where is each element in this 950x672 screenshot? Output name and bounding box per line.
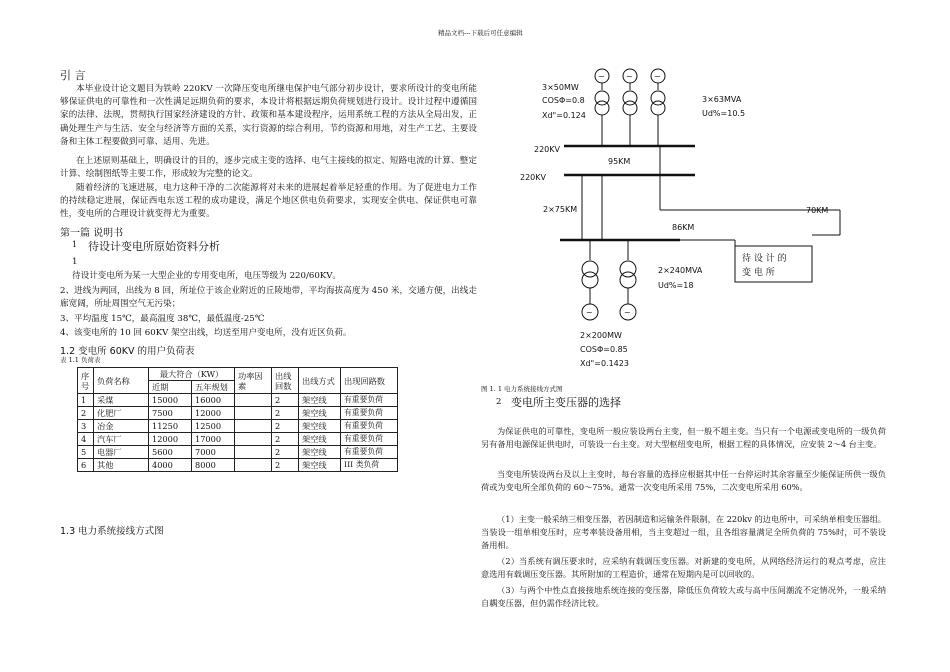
header-no: 序号 xyxy=(78,368,94,394)
table-cell-type: 有重要负荷 xyxy=(341,446,398,459)
table-cell-near: 5600 xyxy=(149,446,192,459)
header-type: 出现回路数 xyxy=(341,368,398,394)
sub-number: 1 xyxy=(72,257,78,267)
substation-label-2: 变 电 所 xyxy=(742,268,775,278)
section-1-3-title: 1.3 电力系统接线方式图 xyxy=(60,526,164,537)
table-cell-pf xyxy=(235,459,272,472)
table-cell-five: 17000 xyxy=(192,433,235,446)
table-cell-method: 架空线 xyxy=(299,420,341,433)
intro-paragraph-1: 本毕业设计论文题目为铁岭 220KV 一次降压变电所继电保护电气部分初步设计，要求所设计的变电所能够保证供电的可靠性和一次性满足远期负荷的要求，本设计将根据远期负荷规划进行设计。设计过程中遵循国家的法律、法规，贯彻执行国家经济建设的方针、政策和基本建设程序，运用系统工程的方法从全局出发，正确处理生产与生活、安全与经济等方面的关系，实行资源的综合利用，节约资源和用地，对生产工艺、主要设备和主体工程要做到可靠、适用、先进。 xyxy=(60,84,477,147)
table-cell-no: 5 xyxy=(78,446,94,459)
table-cell-pf xyxy=(235,394,272,407)
table-cell-no: 2 xyxy=(78,407,94,420)
table-cell-method: 架空线 xyxy=(299,446,341,459)
table-cell-type: 有重要负荷 xyxy=(341,394,398,407)
header-near: 近期 xyxy=(149,381,192,394)
label-tx-top-ud: Ud%=10.5 xyxy=(702,109,746,118)
table-cell-name: 冶金 xyxy=(94,420,149,433)
header-method: 出线方式 xyxy=(299,368,341,394)
table-cell-method: 架空线 xyxy=(299,433,341,446)
list-item-2: 2、进线为两回，出线为 8 回，所址位于该企业附近的丘陵地带，平均海拔高度为 450 米，交通方便，出线走廊宽阔，所址周围空气无污染； xyxy=(60,286,477,310)
label-gen-bottom: 2×200MW xyxy=(580,331,622,340)
table-caption: 表 1.1 负荷表 xyxy=(60,356,101,364)
label-line-95: 95KM xyxy=(608,157,631,166)
table-cell-near: 11250 xyxy=(149,420,192,433)
table-cell-loops: 2 xyxy=(272,407,299,420)
table-cell-method: 架空线 xyxy=(299,394,341,407)
label-gen-bottom-cos: COSΦ=0.85 xyxy=(580,345,628,354)
table-cell-loops: 2 xyxy=(272,433,299,446)
diagram-caption: 图 1. 1 电力系统接线方式图 xyxy=(481,385,563,393)
list-item-3: 3、平均温度 15℃，最高温度 38℃，最低温度-25℃ xyxy=(60,314,265,324)
table-cell-near: 7500 xyxy=(149,407,192,420)
label-bus-b: 220KV xyxy=(520,173,546,182)
header-power-factor: 功率因素 xyxy=(235,368,272,394)
table-row xyxy=(78,407,398,420)
chapter-2-paragraph-1: 为保证供电的可靠性，变电所一般应装设两台主变，但一般不超主变。当只有一个电源或变电所的一级负荷另有备用电源保证供电时，可装设一台主变。对大型枢纽变电所，根据工程的具体情况，应安装 2～4 台主变。 xyxy=(481,426,886,449)
table-cell-type: 有重要负荷 xyxy=(341,433,398,446)
label-tx-top: 3×63MVA xyxy=(702,95,742,104)
table-row xyxy=(78,394,398,407)
chapter-2-paragraph-4: （2）当系统有调压要求时，应采纳有载调压变压器。对新建的变电所，从网络经济运行的观点考虑，应注意选用有载调压变压器。其所附加的工程造价，通常在短期内是可以回收的。 xyxy=(481,556,886,579)
table-row xyxy=(78,459,398,472)
label-gen-top-cos: COSΦ=0.8 xyxy=(542,96,585,105)
load-table xyxy=(77,367,398,472)
table-cell-method: 架空线 xyxy=(299,407,341,420)
table-cell-type: III 类负荷 xyxy=(341,459,398,472)
chapter-2-paragraph-5: （3）与两个中性点直接接地系统连接的变压器，除低压负荷较大或与高中压间潮流不定情况外，一般采纳自耦变压器，但仍需作经济比较。 xyxy=(481,585,886,608)
table-cell-pf xyxy=(235,420,272,433)
chapter-2-number: 2 xyxy=(496,397,502,407)
intro-paragraph-3: 随着经济的飞速进展，电力这种干净的二次能源将对未来的进展起着举足轻重的作用。为了促进电力工作的持续稳定进展，保证西电东送工程的成功建设，满足个地区供电负荷要求，实现安全供电、保证供电可靠性，变电所的合理设计就变得尤为重要。 xyxy=(60,183,477,220)
power-system-diagram xyxy=(490,60,850,380)
table-cell-pf xyxy=(235,446,272,459)
table-cell-method: 架空线 xyxy=(299,459,341,472)
chapter-number: 1 xyxy=(72,240,78,249)
table-cell-name: 采煤 xyxy=(94,394,149,407)
table-row xyxy=(78,446,398,459)
list-item-4: 4、该变电所的 10 回 60KV 架空出线，均送至用户变电所，没有近区负荷。 xyxy=(60,328,352,338)
generator-glyph: ~ xyxy=(586,308,593,317)
generator-glyph: ~ xyxy=(626,72,633,81)
header-loops: 出线回数 xyxy=(272,368,299,394)
intro-paragraph-2: 在上述原则基础上，明确设计的目的，逐步完成主变的选择、电气主接线的拟定、短路电流的计算、整定计算、绘制图纸等主要工作，形成较为完整的论文。 xyxy=(60,156,477,180)
table-cell-name: 汽车厂 xyxy=(94,433,149,446)
table-cell-five: 12000 xyxy=(192,407,235,420)
intro-title: 引 言 xyxy=(60,69,86,82)
part-heading: 第一篇 说明书 xyxy=(60,228,124,239)
table-cell-loops: 2 xyxy=(272,420,299,433)
table-row xyxy=(78,433,398,446)
label-gen-bottom-xd: Xd"=0.1423 xyxy=(580,359,629,368)
label-gen-top-xd: Xd"=0.124 xyxy=(542,111,586,120)
generator-glyph: ~ xyxy=(624,308,631,317)
table-cell-near: 15000 xyxy=(149,394,192,407)
table-cell-near: 12000 xyxy=(149,433,192,446)
label-tx-bottom-ud: Ud%=18 xyxy=(658,281,694,290)
generator-glyph: ~ xyxy=(654,72,661,81)
label-bus-a: 220KV xyxy=(534,145,560,154)
table-cell-five: 7000 xyxy=(192,446,235,459)
substation-label-1: 待 设 计 的 xyxy=(742,254,787,264)
chapter-title: 待设计变电所原始资料分析 xyxy=(88,240,220,253)
table-cell-no: 3 xyxy=(78,420,94,433)
page-header: 精品文档---下载后可任意编辑 xyxy=(438,29,523,37)
table-row xyxy=(78,420,398,433)
section-1-2-title: 1.2 变电所 60KV 的用户负荷表 xyxy=(60,346,195,357)
table-cell-five: 8000 xyxy=(192,459,235,472)
header-max-load: 最大符合（KW） xyxy=(149,368,235,381)
header-five-year: 五年规划 xyxy=(192,381,235,394)
table-cell-loops: 2 xyxy=(272,459,299,472)
table-cell-pf xyxy=(235,407,272,420)
generator-glyph: ~ xyxy=(598,72,605,81)
table-cell-five: 16000 xyxy=(192,394,235,407)
table-cell-loops: 2 xyxy=(272,446,299,459)
label-left-lines: 2×75KM xyxy=(543,205,578,214)
table-cell-five: 12500 xyxy=(192,420,235,433)
table-cell-no: 6 xyxy=(78,459,94,472)
list-item-1: 待设计变电所为某一大型企业的专用变电所，电压等级为 220/60KV。 xyxy=(72,271,342,281)
table-cell-loops: 2 xyxy=(272,394,299,407)
header-name: 负荷名称 xyxy=(94,368,149,394)
label-line-86: 86KM xyxy=(672,223,695,232)
table-cell-name: 其他 xyxy=(94,459,149,472)
table-cell-type: 有重要负荷 xyxy=(341,420,398,433)
table-cell-name: 化肥厂 xyxy=(94,407,149,420)
label-gen-top: 3×50MW xyxy=(542,83,579,92)
table-cell-pf xyxy=(235,433,272,446)
chapter-2-title: 变电所主变压器的选择 xyxy=(511,396,621,409)
table-cell-no: 1 xyxy=(78,394,94,407)
chapter-2-paragraph-3: （1）主变一般采纳三相变压器，若因制造和运输条件限制，在 220kv 的边电所中，可采纳单相变压器组。当装设一组单相变压时，应考率装设备用相，当主变超过一组，且各组容量满足全所负荷的 75%时，可不装设备用相。 xyxy=(481,514,886,550)
table-cell-type: 有重要负荷 xyxy=(341,407,398,420)
label-line-70: 70KM xyxy=(806,206,829,215)
chapter-2-paragraph-2: 当变电所装设两台及以上主变时，每台容量的选择应根据其中任一台停运时其余容量至少能保证所供一级负荷或为变电所全部负荷的 60～75%。通常一次变电所采用 75%，二次变电所采用 60%。 xyxy=(481,469,886,492)
label-tx-bottom: 2×240MVA xyxy=(658,266,703,275)
table-cell-no: 4 xyxy=(78,433,94,446)
table-cell-near: 4000 xyxy=(149,459,192,472)
table-cell-name: 电器厂 xyxy=(94,446,149,459)
